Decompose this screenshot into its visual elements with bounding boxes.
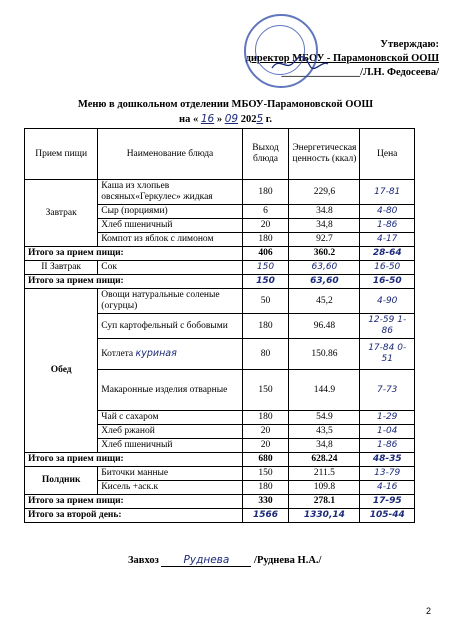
price-cell: 17-95 <box>360 495 415 509</box>
output-cell: 150 <box>242 275 289 289</box>
dish-cell: Чай с сахаром <box>98 411 242 425</box>
approval-signature-line: _______________/Л.Н. Федосеева/ <box>281 67 439 78</box>
date-suffix: г. <box>263 114 272 125</box>
school-seal-stamp <box>244 14 318 88</box>
price-cell: 17-84 0-51 <box>360 339 415 370</box>
dish-cell: Хлеб пшеничный <box>98 439 242 453</box>
approval-heading: Утверждаю: <box>380 39 439 50</box>
price-cell: 4-80 <box>360 205 415 219</box>
price-cell: 13-79 <box>360 467 415 481</box>
date-month: 09 <box>224 113 239 125</box>
director-signature <box>270 54 330 74</box>
price-cell: 28-64 <box>360 247 415 261</box>
output-cell: 180 <box>242 481 289 495</box>
output-cell: 20 <box>242 439 289 453</box>
output-cell: 180 <box>242 180 289 205</box>
total-label: Итого за прием пищи: <box>25 453 243 467</box>
output-cell: 6 <box>242 205 289 219</box>
footer-label: Завхоз <box>128 555 162 566</box>
dish-cell: Овощи натуральные соленые (огурцы) <box>98 289 242 314</box>
output-cell: 180 <box>242 233 289 247</box>
output-cell: 330 <box>242 495 289 509</box>
energy-cell: 34,8 <box>289 439 360 453</box>
energy-cell: 34,8 <box>289 219 360 233</box>
energy-cell: 1330,14 <box>289 509 360 523</box>
energy-cell: 54.9 <box>289 411 360 425</box>
total-row <box>25 275 415 289</box>
footer-signature <box>128 554 321 567</box>
energy-cell: 278.1 <box>289 495 360 509</box>
energy-cell: 63,60 <box>289 275 360 289</box>
output-cell: 20 <box>242 425 289 439</box>
total-label: Итого за прием пищи: <box>25 275 243 289</box>
energy-cell: 34.8 <box>289 205 360 219</box>
output-cell: 50 <box>242 289 289 314</box>
price-cell: 4-90 <box>360 289 415 314</box>
dish-cell: Каша из хлопьев овсяных«Геркулес» жидкая <box>98 180 242 205</box>
table-header-row <box>25 129 415 180</box>
output-cell: 180 <box>242 314 289 339</box>
approval-position: директор МБОУ - Парамоновской ООШ <box>245 53 439 64</box>
page-number: 2 <box>425 606 431 616</box>
meal-cell: Завтрак <box>25 180 98 247</box>
dish-cell: Хлеб пшеничный <box>98 219 242 233</box>
date-prefix: на « <box>179 114 201 125</box>
table-row <box>25 261 415 275</box>
price-cell: 1-04 <box>360 425 415 439</box>
energy-cell: 96.48 <box>289 314 360 339</box>
table-row <box>25 180 415 205</box>
total-label: Итого за второй день: <box>25 509 243 523</box>
price-cell: 12-59 1-86 <box>360 314 415 339</box>
date-day: 16 <box>200 113 215 125</box>
output-cell: 150 <box>242 467 289 481</box>
date-year-digit: 5 <box>256 113 264 125</box>
header-meal: Прием пищи <box>25 129 98 180</box>
price-cell: 4-17 <box>360 233 415 247</box>
output-cell: 180 <box>242 411 289 425</box>
total-row <box>25 247 415 261</box>
total-label: Итого за прием пищи: <box>25 495 243 509</box>
price-cell: 16-50 <box>360 261 415 275</box>
energy-cell: 628.24 <box>289 453 360 467</box>
energy-cell: 45,2 <box>289 289 360 314</box>
output-cell: 150 <box>242 261 289 275</box>
dish-cell: Биточки манные <box>98 467 242 481</box>
price-cell: 1-29 <box>360 411 415 425</box>
output-cell: 150 <box>242 370 289 411</box>
price-cell: 4-16 <box>360 481 415 495</box>
price-cell: 1-86 <box>360 219 415 233</box>
output-cell: 20 <box>242 219 289 233</box>
date-mid: » <box>214 114 225 125</box>
output-cell: 406 <box>242 247 289 261</box>
energy-cell: 144.9 <box>289 370 360 411</box>
price-cell: 17-81 <box>360 180 415 205</box>
output-cell: 80 <box>242 339 289 370</box>
document-title <box>0 98 451 127</box>
price-cell: 7-73 <box>360 370 415 411</box>
total-label: Итого за прием пищи: <box>25 247 243 261</box>
energy-cell: 109.8 <box>289 481 360 495</box>
energy-cell: 92.7 <box>289 233 360 247</box>
grand-total-row <box>25 509 415 523</box>
price-cell: 105-44 <box>360 509 415 523</box>
table-row <box>25 467 415 481</box>
meal-cell: Полдник <box>25 467 98 495</box>
footer-handwritten-signature: Руднева <box>161 554 251 567</box>
energy-cell: 211.5 <box>289 467 360 481</box>
dish-cell: Компот из яблок с лимоном <box>98 233 242 247</box>
meal-cell: Обед <box>25 289 98 453</box>
dish-cell: Хлеб ржаной <box>98 425 242 439</box>
header-energy: Энергетическая ценность (ккал) <box>289 129 360 180</box>
dish-cell: Сыр (порциями) <box>98 205 242 219</box>
energy-cell: 63,60 <box>289 261 360 275</box>
total-row <box>25 453 415 467</box>
price-cell: 16-50 <box>360 275 415 289</box>
output-cell: 680 <box>242 453 289 467</box>
energy-cell: 360.2 <box>289 247 360 261</box>
dish-cell: Макаронные изделия отварные <box>98 370 242 411</box>
price-cell: 48-35 <box>360 453 415 467</box>
meal-cell: II Завтрак <box>25 261 98 275</box>
dish-cell: Сок <box>98 261 242 275</box>
table-row <box>25 289 415 314</box>
total-row <box>25 495 415 509</box>
energy-cell: 229,6 <box>289 180 360 205</box>
price-cell: 1-86 <box>360 439 415 453</box>
dish-handwritten-note: куриная <box>135 348 177 359</box>
dish-name: Котлета <box>101 349 134 359</box>
dish-cell: Суп картофельный с бобовыми <box>98 314 242 339</box>
dish-cell: Кисель +аск.к <box>98 481 242 495</box>
footer-name: /Руднева Н.А./ <box>254 555 322 566</box>
output-cell: 1566 <box>242 509 289 523</box>
energy-cell: 43,5 <box>289 425 360 439</box>
energy-cell: 150.86 <box>289 339 360 370</box>
header-dish: Наименование блюда <box>98 129 242 180</box>
title-line: Меню в дошкольном отделении МБОУ-Парамоновской ООШ <box>77 99 374 110</box>
title-date <box>0 112 451 127</box>
date-year-prefix: 202 <box>238 114 257 125</box>
menu-table <box>24 128 415 523</box>
header-output: Выход блюда <box>242 129 289 180</box>
dish-cell <box>98 339 242 370</box>
header-price: Цена <box>360 129 415 180</box>
